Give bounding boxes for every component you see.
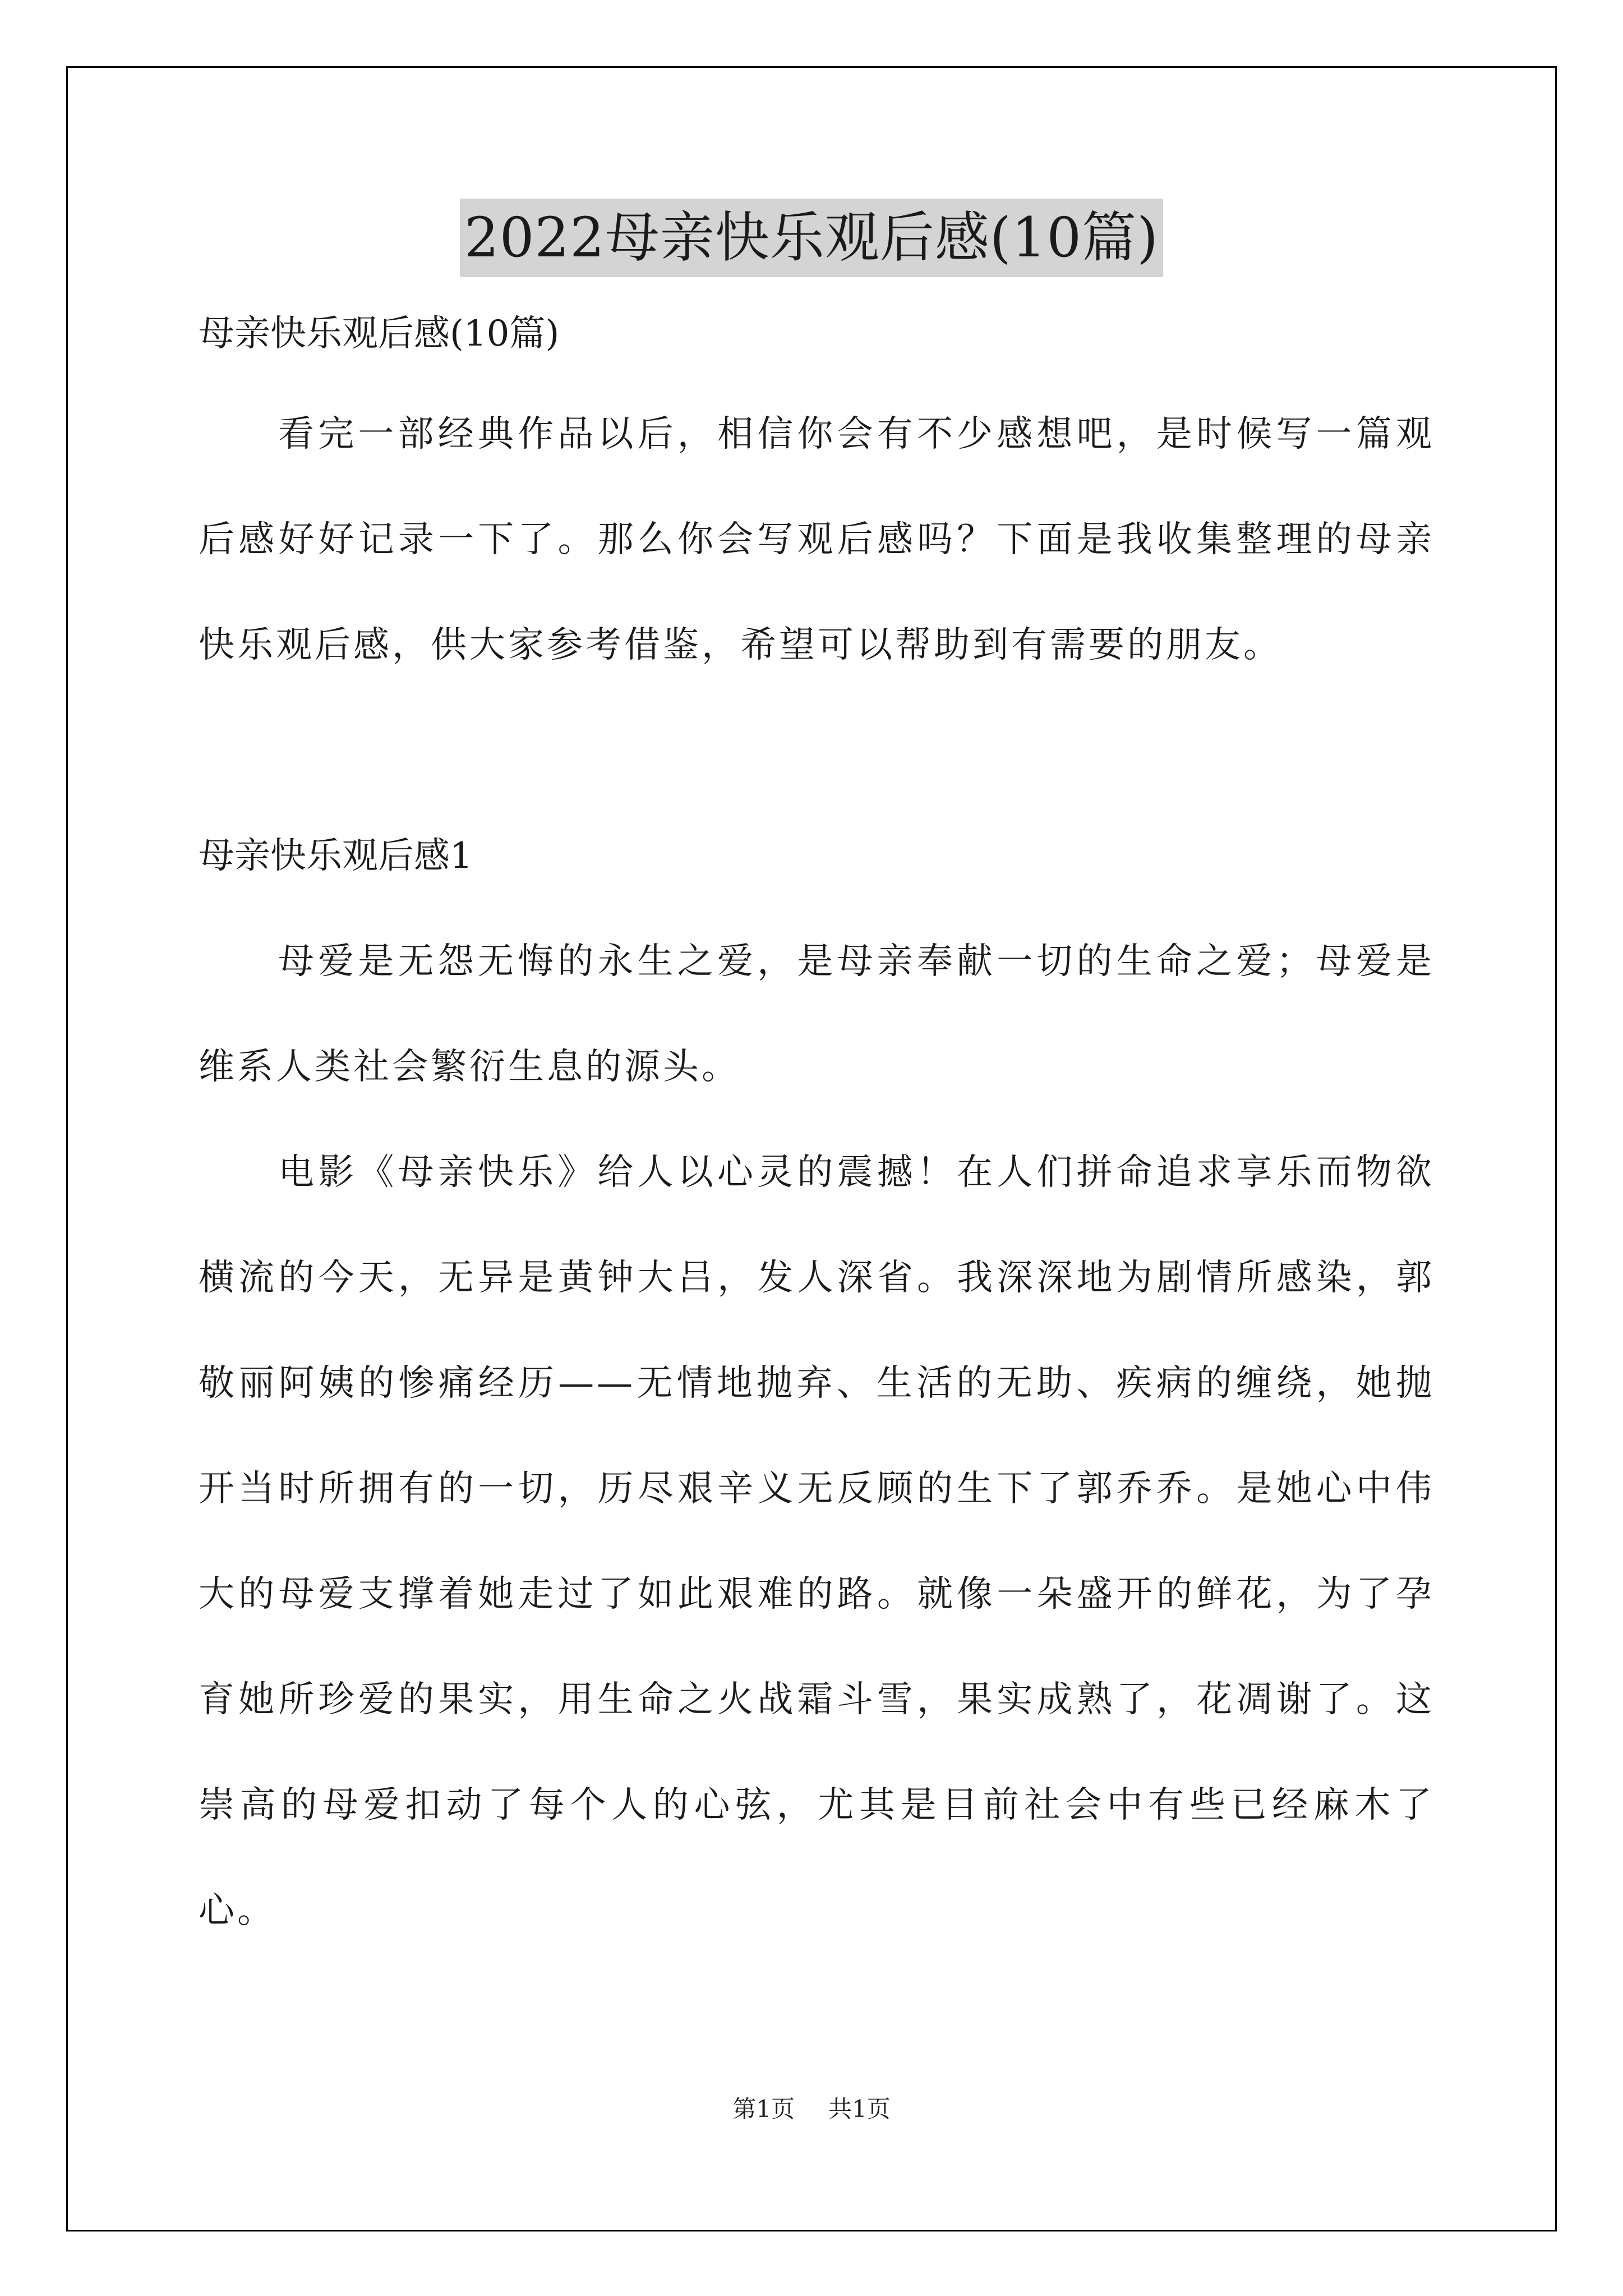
page-total: 共1页 [828,2095,891,2123]
page-number: 第1页 [732,2095,795,2123]
document-subtitle: 母亲快乐观后感(10篇) [199,313,560,355]
document-title: 2022母亲快乐观后感(10篇) [460,199,1163,277]
title-container [0,199,1623,277]
body-paragraph: 电影《母亲快乐》给人以心灵的震撼！在人们拼命追求享乐而物欲横流的今天，无异是黄钟大吕，发人深省。我深深地为剧情所感染，郭敬丽阿姨的惨痛经历——无情地抛弃、生活的无助、疾病的缠绕，她抛开当时所拥有的一切，历尽艰辛义无反顾的生下了郭乔乔。是她心中伟大的母爱支撑着她走过了如此艰难的路。就像一朵盛开的鲜花，为了孕育她所珍爱的果实，用生命之火战霜斗雪，果实成熟了，花凋谢了。这崇高的母爱扣动了每个人的心弦，尤其是目前社会中有些已经麻木了心。 [199,1152,1435,1931]
section-heading: 母亲快乐观后感1 [199,835,473,877]
intro-paragraph: 看完一部经典作品以后，相信你会有不少感想吧，是时候写一篇观后感好好记录一下了。那么你会写观后感吗？下面是我收集整理的母亲快乐观后感，供大家参考借鉴，希望可以帮助到有需要的朋友。 [199,413,1435,666]
document-body [199,297,1435,1963]
body-paragraph: 母爱是无怨无悔的永生之爱，是母亲奉献一切的生命之爱；母爱是维系人类社会繁衍生息的源头。 [199,941,1435,1088]
page-footer [0,2092,1623,2126]
